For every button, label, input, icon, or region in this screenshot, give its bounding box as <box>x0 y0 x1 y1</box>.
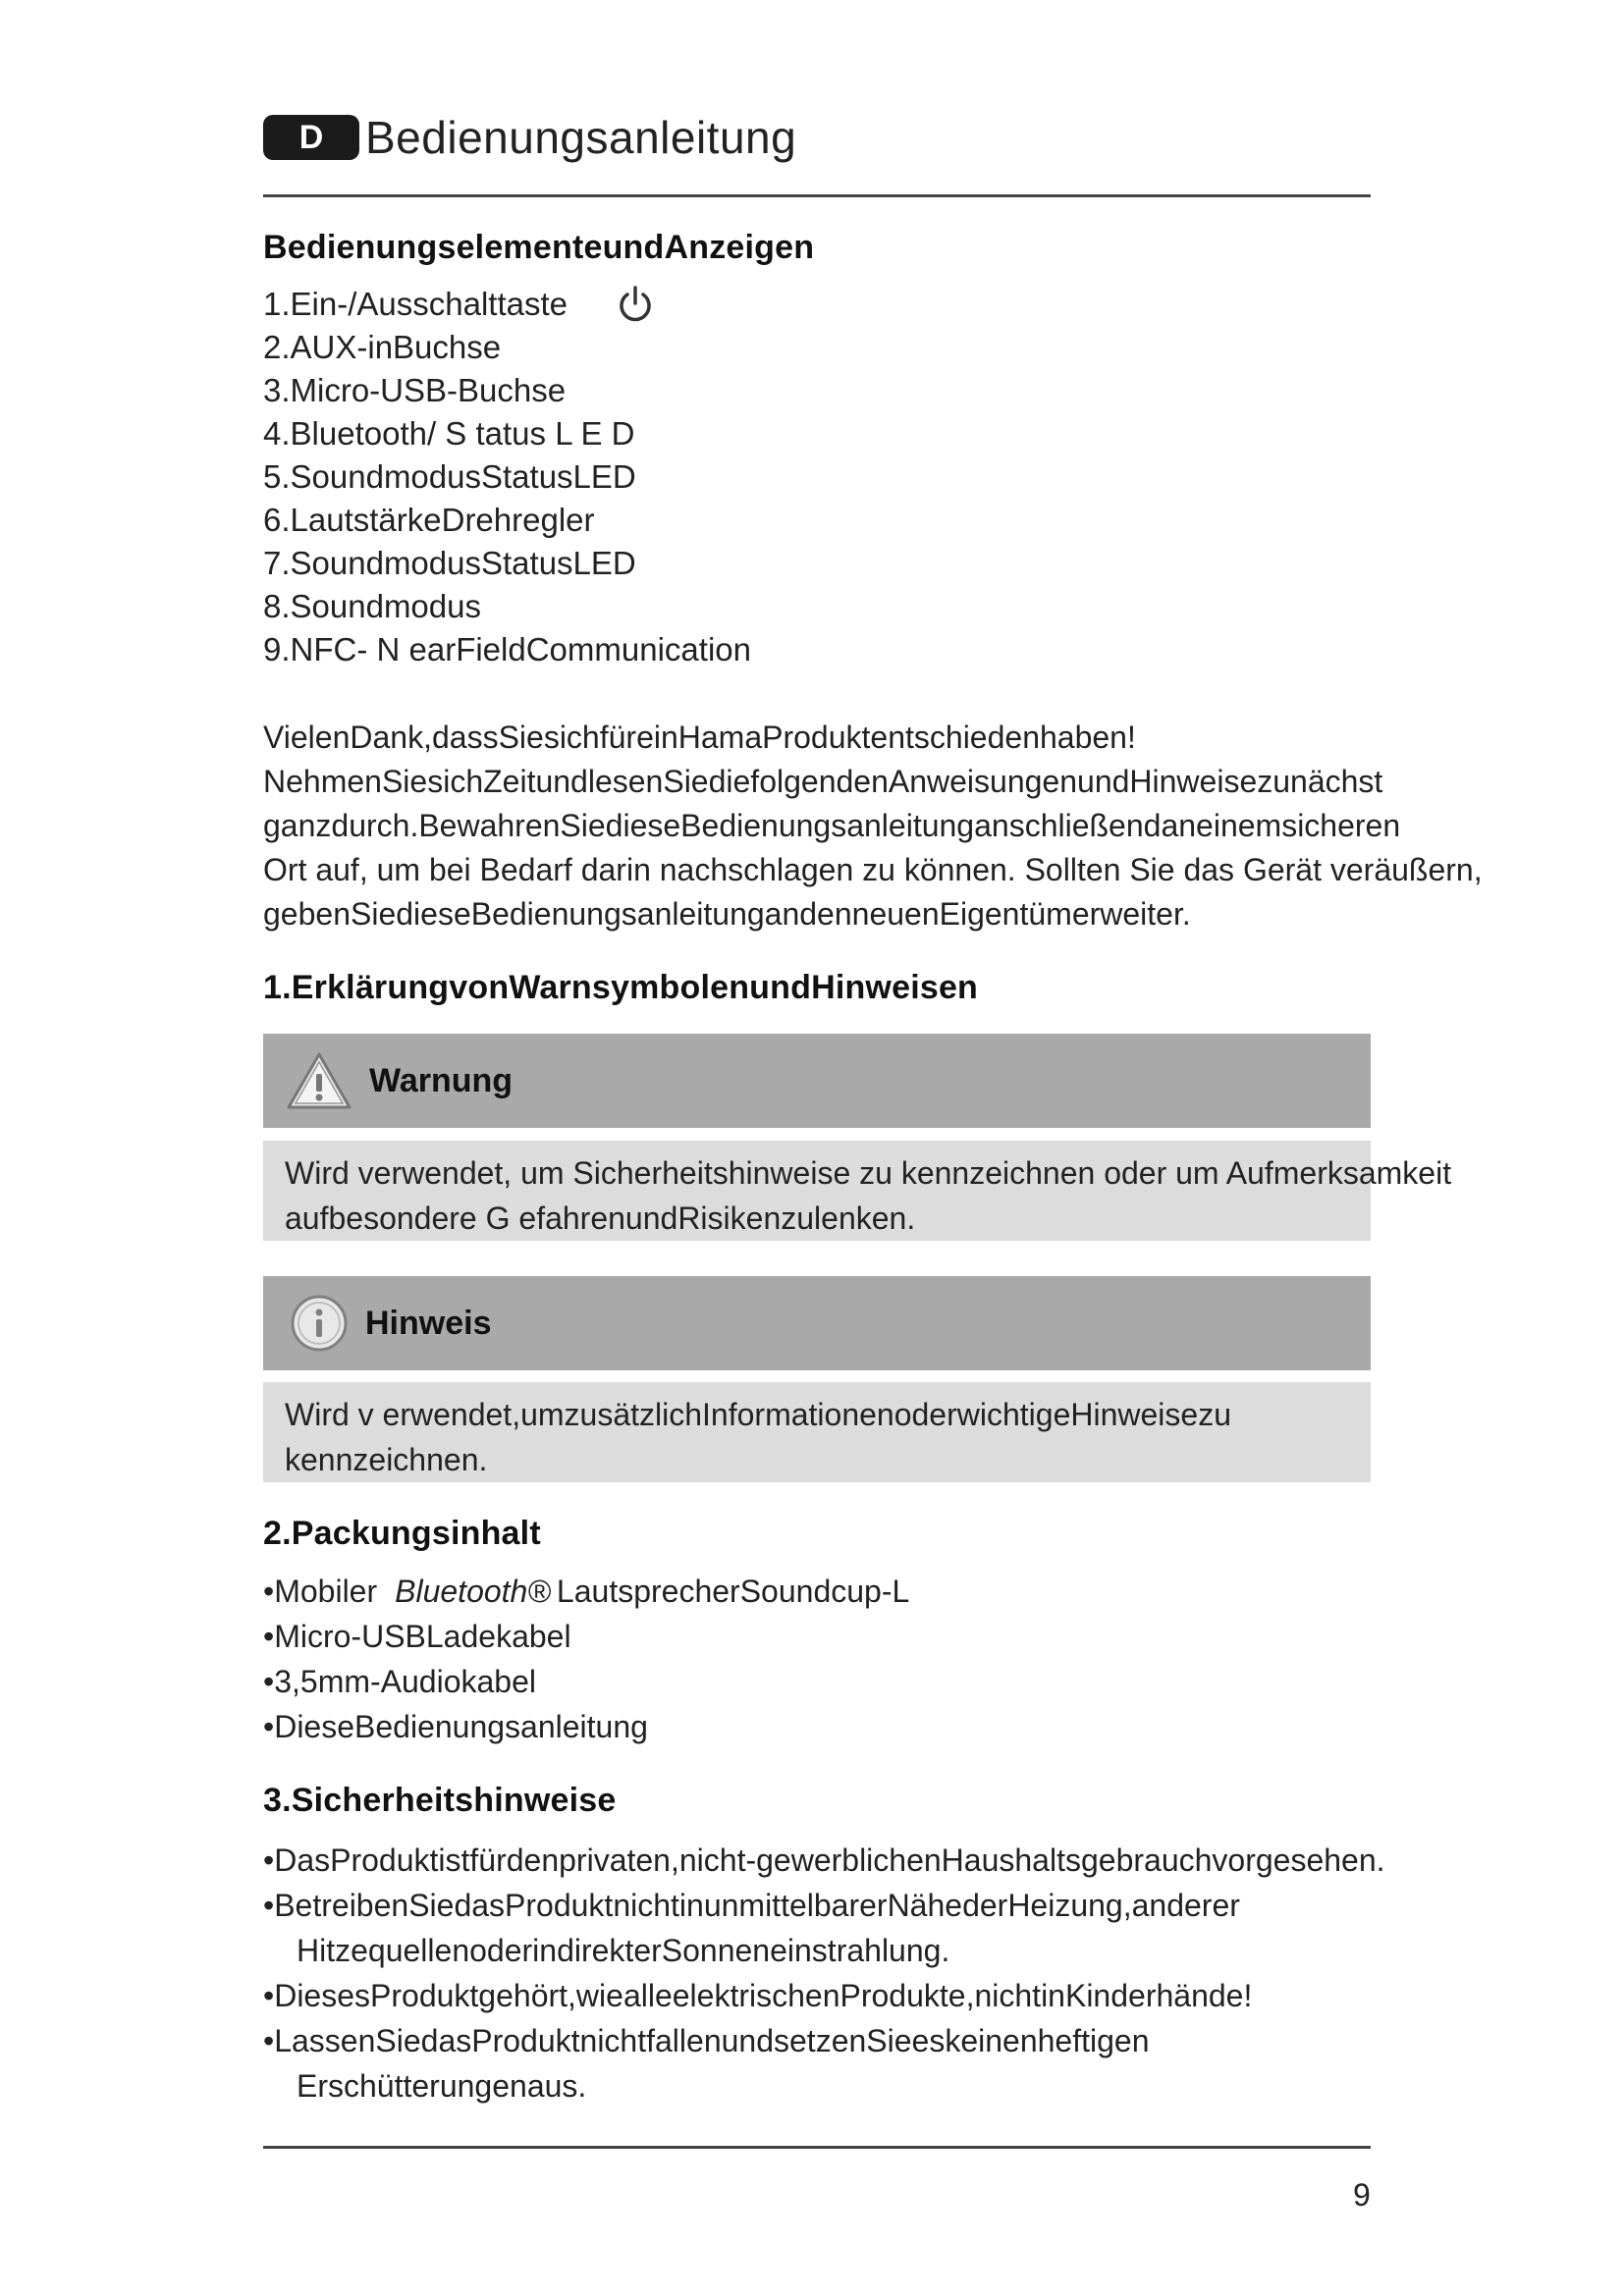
intro-paragraph <box>263 716 1483 936</box>
list-item: 7.SoundmodusStatusLED <box>263 545 636 581</box>
list-item <box>263 283 1371 326</box>
paragraph-line: VielenDank,dassSiesichfüreinHamaProduktentschiedenhaben! <box>263 720 1136 755</box>
list-item-text: •Mobiler <box>263 1574 378 1609</box>
list-item: 4.Bluetooth/ S tatus L E D <box>263 415 635 452</box>
section-1-heading: 1.ErklärungvonWarnsymbolenundHinweisen <box>263 969 979 1006</box>
paragraph-line: gebenSiedieseBedienungsanleitungandenneuenEigentümerweiter. <box>263 896 1191 932</box>
controls-list <box>263 283 1371 671</box>
warning-text-line: Wird verwendet, um Sicherheitshinweise zu kennzeichnen oder um Aufmerksamkeit <box>285 1155 1452 1191</box>
warning-text-line: aufbesondere G efahrenundRisikenzulenken. <box>285 1201 916 1236</box>
list-item <box>263 1883 1371 1973</box>
list-item: 6.LautstärkeDrehregler <box>263 502 595 538</box>
paragraph-line: ganzdurch.BewahrenSiedieseBedienungsanleitunganschließendaneinemsicheren <box>263 808 1401 843</box>
list-item: 5.SoundmodusStatusLED <box>263 458 636 495</box>
paragraph-line: NehmenSiesichZeitundlesenSiediefolgendenAnweisungenundHinweisezunächst <box>263 764 1383 799</box>
bluetooth-brand: Bluetooth® <box>395 1574 551 1609</box>
package-list <box>263 1569 1371 1749</box>
section-2-heading: 2.Packungsinhalt <box>263 1515 541 1552</box>
info-icon <box>289 1293 350 1354</box>
paragraph-line: Ort auf, um bei Bedarf darin nachschlagen zu können. Sollten Sie das Gerät veräußern, <box>263 852 1483 887</box>
warning-box-header <box>263 1034 1371 1128</box>
footer-divider <box>263 2146 1371 2149</box>
list-item: •DiesesProduktgehört,wiealleelektrischenProdukte,nichtinKinderhände! <box>263 1978 1253 2013</box>
list-item: •3,5mm-Audiokabel <box>263 1664 536 1699</box>
controls-section <box>263 224 1371 671</box>
header-divider <box>263 194 1371 197</box>
note-label: Hinweis <box>365 1304 492 1342</box>
list-item: •DieseBedienungsanleitung <box>263 1709 648 1744</box>
section-3-heading: 3.Sicherheitshinweise <box>263 1782 617 1819</box>
list-item-continuation: Erschütterungenaus. <box>297 2068 587 2104</box>
page-title: Bedienungsanleitung <box>365 112 797 163</box>
note-box-header <box>263 1276 1371 1370</box>
list-item: 9.NFC- N earFieldCommunication <box>263 631 751 667</box>
safety-list <box>263 1838 1385 2109</box>
controls-heading: BedienungselementeundAnzeigen <box>263 229 815 266</box>
list-item <box>263 1569 1371 1614</box>
list-item: 2.AUX-inBuchse <box>263 329 502 365</box>
power-icon <box>615 284 656 325</box>
section-2 <box>263 1510 1371 1749</box>
note-text-line: Wird v erwendet,umzusätzlichInformationenoderwichtigeHinweisezu <box>285 1397 1231 1432</box>
section-1 <box>263 964 1371 1011</box>
warning-box-body <box>263 1141 1452 1241</box>
note-text-line: kennzeichnen. <box>285 1442 488 1477</box>
list-item-text: •LassenSiedasProduktnichtfallenundsetzenSieeskeinenheftigen <box>263 2023 1150 2058</box>
language-badge: D <box>263 115 359 160</box>
list-item <box>263 2018 1371 2109</box>
list-item: 3.Micro-USB-Buchse <box>263 372 567 408</box>
warning-triangle-icon <box>285 1050 353 1111</box>
list-item: •Micro-USBLadekabel <box>263 1619 571 1654</box>
section-3 <box>263 1777 1385 2109</box>
list-item-text: LautsprecherSoundcup-L <box>556 1574 910 1609</box>
list-item-text: 1.Ein-/Ausschalttaste <box>263 286 568 322</box>
list-item-text: •BetreibenSiedasProduktnichtinunmittelbarerNähederHeizung,anderer <box>263 1888 1240 1923</box>
list-item-continuation: HitzequellenoderindirekterSonneneinstrahlung. <box>297 1933 950 1968</box>
list-item: •DasProduktistfürdenprivaten,nicht-gewerblichenHaushaltsgebrauchvorgesehen. <box>263 1842 1385 1878</box>
note-box-body <box>263 1382 1371 1482</box>
list-item: 8.Soundmodus <box>263 588 481 624</box>
warning-label: Warnung <box>369 1061 514 1099</box>
page-header <box>263 108 796 167</box>
page-number: 9 <box>1353 2177 1371 2213</box>
